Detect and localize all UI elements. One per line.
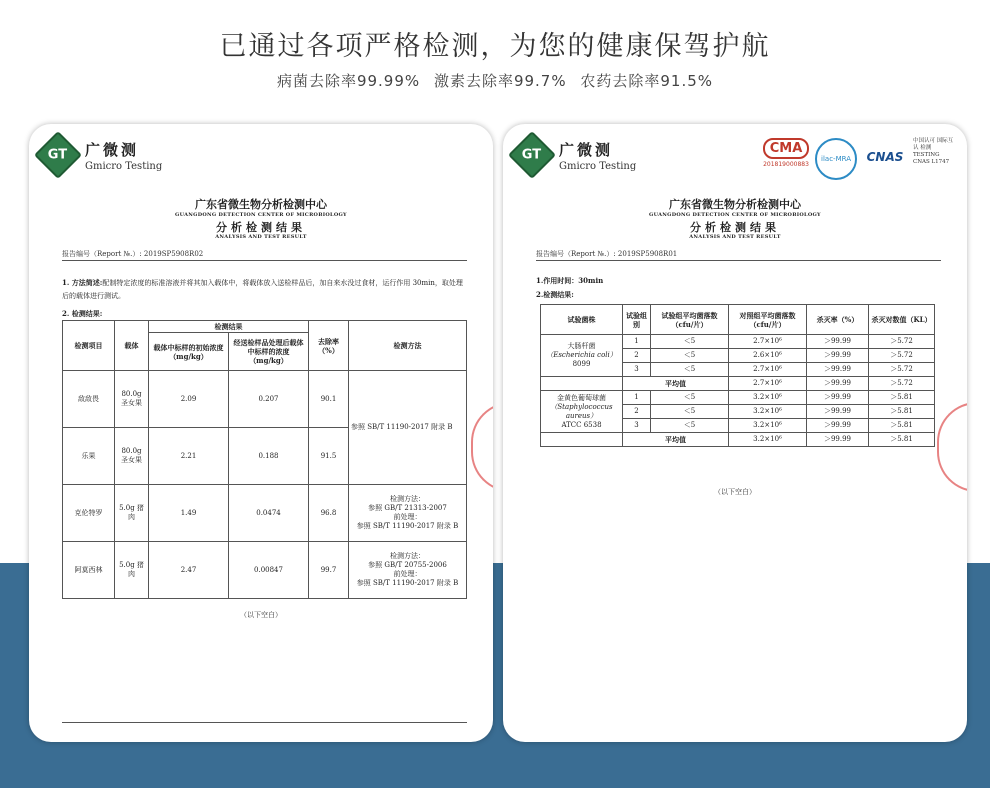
method-summary: 1. 方法简述:配制特定浓度的标准溶液并将其加入载体中，将载体放入送检样品后，加自来水没过食材，运行作用 30min，取处理后的载体进行测试。: [62, 278, 463, 300]
doc-title: 广东省微生物分析检测中心: [669, 198, 801, 211]
table-row: 大肠杆菌 （Escherichia coli） 8099 1 ＜5 2.7×10⁶ ＞99.99 ＞5.72: [541, 335, 935, 349]
table-row-average: 平均值 2.7×10⁶ ＞99.99 ＞5.72: [541, 377, 935, 391]
results-label: 2. 检测结果:: [62, 309, 103, 318]
certification-logos: [763, 138, 955, 180]
blank-marker: （以下空白）: [240, 611, 282, 619]
table-row: 乐果 80.0g 圣女果 2.21 0.188 91.5: [63, 428, 467, 485]
report-card-pesticide: [29, 124, 493, 742]
divider: [536, 260, 941, 261]
gt-logo-icon: GT: [34, 131, 82, 179]
logo-cn-text: 广微测: [85, 140, 140, 159]
doc-title: 广东省微生物分析检测中心: [195, 198, 327, 211]
gmicro-logo: [41, 138, 162, 172]
table-row: 阿莫西林 5.0g 猪肉 2.47 0.00847 99.7 检测方法： 参照 GB/T 20755-2006 前处理： 参照 SB/T 11190-2017 附录 B: [63, 542, 467, 599]
report-number: 报告编号（Report №.）: 2019SP5908R01: [536, 250, 678, 258]
doc-title-en: GUANGDONG DETECTION CENTER OF MICROBIOLOGY: [649, 212, 821, 218]
divider: [62, 260, 467, 261]
report-number: 报告编号（Report №.）: 2019SP5908R02: [62, 250, 204, 258]
table-row: 2 ＜5 2.6×10⁶ ＞99.99 ＞5.72: [541, 349, 935, 363]
table-row: 2 ＜5 3.2×10⁶ ＞99.99 ＞5.81: [541, 405, 935, 419]
pesticide-removal-rate: 农药去除率91.5%: [580, 72, 714, 90]
bottom-divider: [62, 722, 467, 723]
doc-subtitle-en: ANALYSIS AND TEST RESULT: [215, 234, 307, 240]
red-seal-stamp: [937, 402, 967, 492]
red-seal-stamp: [471, 402, 493, 492]
logo-en-text: Gmicro Testing: [85, 160, 163, 172]
report-card-bacteria: [503, 124, 967, 742]
action-time: 1.作用时间：30min: [536, 276, 604, 285]
page-subline: [0, 70, 990, 91]
doc-subtitle-en: ANALYSIS AND TEST RESULT: [689, 234, 781, 240]
cma-logo: CMA 201819000883: [763, 138, 809, 168]
bacteria-removal-rate: 病菌去除率99.99%: [276, 72, 421, 90]
page-headline: 已通过各项严格检测，为您的健康保驾护航: [219, 31, 771, 62]
doc-subtitle: 分析检测结果: [216, 221, 306, 234]
gt-logo-icon: GT: [508, 131, 556, 179]
table-row: 3 ＜5 3.2×10⁶ ＞99.99 ＞5.81: [541, 419, 935, 433]
cnas-text: 中国认可 国际互认 检测 TESTING CNAS L1747: [913, 138, 954, 165]
hormone-removal-rate: 激素去除率99.7%: [433, 72, 567, 90]
gmicro-logo: [515, 138, 636, 172]
table-row: 敌敌畏 80.0g 圣女果 2.09 0.207 90.1 参照 SB/T 11190-2017 附录 B: [63, 371, 467, 428]
cnas-logo: CNAS: [866, 150, 904, 164]
doc-title-en: GUANGDONG DETECTION CENTER OF MICROBIOLOGY: [175, 212, 347, 218]
blank-marker: （以下空白）: [714, 488, 756, 496]
logo-en-text: Gmicro Testing: [559, 160, 637, 172]
pesticide-results-table: 检测项目 载体 检测结果 去除率（%） 检测方法 载体中标样的初始浓度（mg/kg） 经送检样品处理后载体中标样的浓度（mg/kg） 敌敌畏 80.0g 圣女果 2.09 0.207 90.1 参照 SB/T 11190-2017 附录 B 乐果 80.0g 圣女果 2.21 0.188 91.5 克伦特罗 5.0g 猪肉 1.49 0.0474 96.8 检测方法： 参照 GB/T 21313-2007 前处理： 参照 SB/T 11190-2017 附录 B 阿莫西林 5.0g 猪肉 2.47 0.00847 99.7 检测方法： 参照 GB/T 20755-2006 前处理： 参照 SB/T 11190-2017 附录 B: [62, 320, 467, 599]
table-row: 克伦特罗 5.0g 猪肉 1.49 0.0474 96.8 检测方法： 参照 GB/T 21313-2007 前处理： 参照 SB/T 11190-2017 附录 B: [63, 485, 467, 542]
results-label: 2.检测结果:: [536, 290, 574, 299]
ilac-mra-logo: ilac-MRA: [815, 138, 857, 180]
bacteria-results-table: 试验菌株 试验组别 试验组平均菌落数（cfu/片） 对照组平均菌落数（cfu/片） 杀灭率（%） 杀灭对数值（KL） 大肠杆菌 （Escherichia coli） 8099 1 ＜5 2.7×10⁶ ＞99.99 ＞5.72 2 ＜5 2.6×10⁶ ＞99.99 ＞5.72 3 ＜5 2.7×10⁶ ＞99.99 ＞5.72 平均值 2.7×10⁶ ＞99.99 ＞5.72 金黄色葡萄球菌 （Staphylococcus aureus） ATCC 6538 1 ＜5 3.2×10⁶ ＞99.99 ＞5.81 2 ＜5 3.2×10⁶ ＞99.99 ＞5.81 3 ＜5 3.2×10⁶ ＞99.99 ＞5.81 平均值 3.2×10⁶ ＞99.99 ＞5.81: [540, 304, 935, 447]
table-row-average: 平均值 3.2×10⁶ ＞99.99 ＞5.81: [541, 433, 935, 447]
doc-subtitle: 分析检测结果: [690, 221, 780, 234]
table-row: 3 ＜5 2.7×10⁶ ＞99.99 ＞5.72: [541, 363, 935, 377]
table-row: 金黄色葡萄球菌 （Staphylococcus aureus） ATCC 6538 1 ＜5 3.2×10⁶ ＞99.99 ＞5.81: [541, 391, 935, 405]
logo-cn-text: 广微测: [559, 140, 614, 159]
